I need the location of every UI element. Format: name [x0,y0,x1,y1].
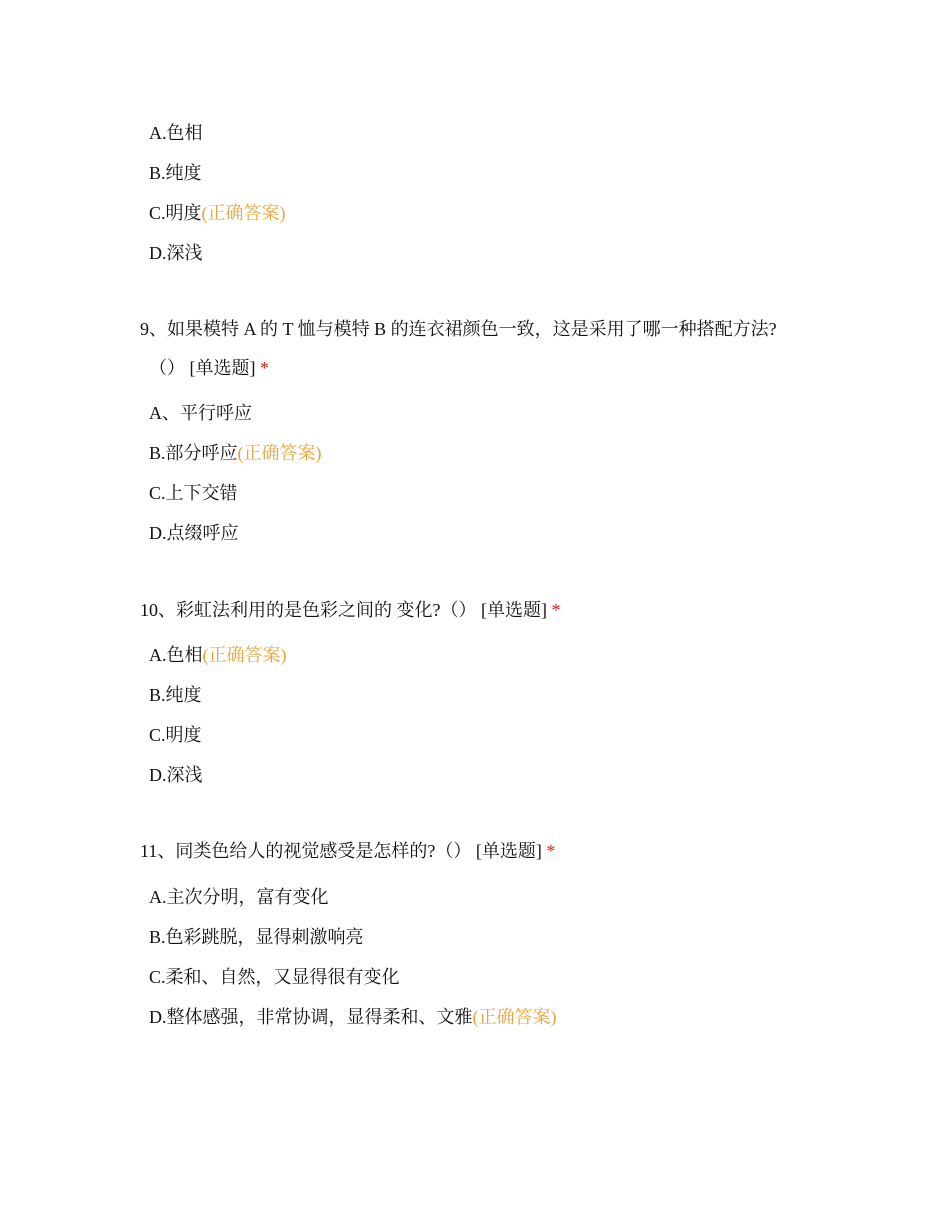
question-text: 11、同类色给人的视觉感受是怎样的?（） [单选题] [140,841,542,861]
option-text: C.柔和、自然，又显得很有变化 [149,967,400,987]
q10-option-a [149,642,287,668]
q9-option-d [149,520,239,546]
option-text: C.明度 [149,203,202,223]
option-text: A.色相 [149,123,203,143]
required-asterisk: * [546,841,556,861]
option-text: C.明度 [149,725,202,745]
q9-option-a [149,400,252,426]
option-text: A.主次分明，富有变化 [149,887,329,907]
question-text: 9、如果模特 A 的 T 恤与模特 B 的连衣裙颜色一致，这是采用了哪一种搭配方法? [140,319,777,339]
option-text: B.部分呼应 [149,443,238,463]
q8-option-a [149,120,203,146]
option-text: D.整体感强，非常协调，显得柔和、文雅 [149,1007,473,1027]
option-text: B.纯度 [149,685,202,705]
required-asterisk: * [551,600,561,620]
q9-option-b [149,440,322,466]
q9-title-line1 [140,316,777,342]
q10-option-c [149,722,202,748]
q11-option-c [149,964,400,990]
q10-option-d [149,762,203,788]
q11-title [140,838,555,864]
option-text: B.纯度 [149,163,202,183]
q9-title-line2 [149,355,269,381]
option-text: A、平行呼应 [149,403,252,423]
q8-option-d [149,240,203,266]
q10-title [140,597,560,623]
q8-option-c [149,200,286,226]
option-text: C.上下交错 [149,483,238,503]
correct-answer-mark: (正确答案) [472,1007,557,1027]
option-text: D.深浅 [149,243,203,263]
q11-option-d [149,1004,557,1030]
correct-answer-mark: (正确答案) [201,203,286,223]
required-asterisk: * [260,358,269,378]
option-text: D.点缀呼应 [149,523,239,543]
option-text: D.深浅 [149,765,203,785]
question-type: （） [单选题] [149,358,256,378]
question-text: 10、彩虹法利用的是色彩之间的 变化?（） [单选题] [140,600,547,620]
q8-option-b [149,160,202,186]
q11-option-b [149,924,364,950]
q9-option-c [149,480,238,506]
option-text: A.色相 [149,645,203,665]
correct-answer-mark: (正确答案) [202,645,287,665]
q10-option-b [149,682,202,708]
option-text: B.色彩跳脱，显得刺激响亮 [149,927,364,947]
q11-option-a [149,884,329,910]
correct-answer-mark: (正确答案) [237,443,322,463]
